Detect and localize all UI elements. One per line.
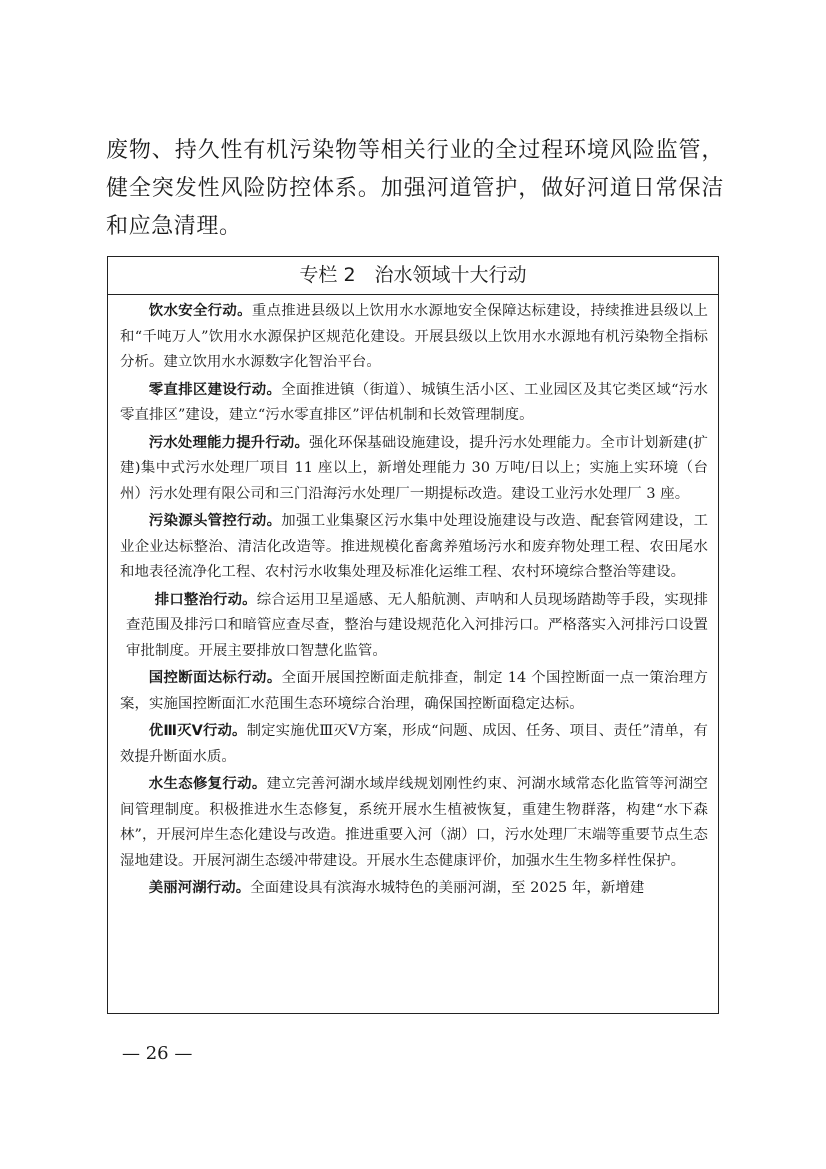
action-lead: 零直排区建设行动。 [148,381,282,398]
action-item [120,666,708,717]
action-lead: 饮水安全行动。 [148,303,252,319]
action-lead: 优Ⅲ灭Ⅴ行动。 [148,723,247,739]
action-item [120,588,708,665]
action-item [120,378,708,429]
action-text: 制定实施优Ⅲ灭Ⅴ方案，形成“问题、成因、任务、项目、责任”清单，有效提升断面水质。 [120,723,708,765]
action-lead: 排口整治行动。 [154,591,257,608]
action-item [120,509,708,586]
action-lead: 国控断面达标行动。 [148,670,282,686]
intro-paragraph: 废物、持久性有机污染物等相关行业的全过程环境风险监管，健全突发性风险防控体系。加强河道管护，做好河道日常保洁和应急清理。 [106,138,724,239]
action-text: 综合运用卫星遥感、无人船航测、声呐和人员现场踏勘等手段，实现排查范围及排污口和暗管应查尽查，整治与建设规范化入河排污口。严格落实入河排污口设置审批制度。开展主要排放口智慧化监管。 [126,591,708,659]
action-text: 重点推进县级以上饮用水水源地安全保障达标建设，持续推进县级以上和“千吨万人”饮用水水源保护区规范化建设。开展县级以上饮用水水源地有机污染物全指标分析。建立饮用水水源数字化智治平台。 [120,303,709,370]
action-text: 全面开展国控断面走航排查，制定 14 个国控断面一点一策治理方案，实施国控断面汇水范围生态环境综合治理，确保国控断面稳定达标。 [120,670,709,712]
action-item [120,772,708,874]
page-number: — 26 — [122,1043,193,1064]
action-item [120,876,708,902]
action-item [120,719,708,770]
box-title: 专栏 2 治水领域十大行动 [108,257,718,295]
action-lead: 水生态修复行动。 [148,776,267,792]
action-lead: 污染源头管控行动。 [148,513,282,529]
action-text: 全面推进镇（街道）、城镇生活小区、工业园区及其它类区域“污水零直排区”建设，建立“污水零直排区”评估机制和长效管理制度。 [120,381,708,423]
action-item [120,431,708,508]
feature-box [107,256,719,1014]
action-text: 建立完善河湖水域岸线规划刚性约束、河湖水域常态化监管等河湖空间管理制度。积极推进水生态修复，系统开展水生植被恢复，重建生物群落，构建“水下森林”，开展河岸生态化建设与改造。推进重要入河（湖）口，污水处理厂末端等重要节点生态湿地建设。开展河湖生态缓冲带建设。开展水生态健康评价，加强水生生物多样性保护。 [120,776,708,869]
action-lead: 污水处理能力提升行动。 [148,434,310,451]
action-lead: 美丽河湖行动。 [148,880,251,896]
action-text: 加强工业集聚区污水集中处理设施建设与改造、配套管网建设，工业企业达标整治、清洁化改造等。推进规模化畜禽养殖场污水和废弃物处理工程、农田尾水和地表径流净化工程、农村污水收集处理及标准化运维工程、农村环境综合整治等建设。 [120,513,708,580]
action-item [120,299,708,376]
box-body [108,295,718,902]
action-text: 强化环保基础设施建设，提升污水处理能力。全市计划新建(扩建)集中式污水处理厂项目 11 座以上，新增处理能力 30 万吨/日以上；实施上实环境（台州）污水处理有限公司和三门沿海污水处理厂一期提标改造。建设工业污水处理厂 3 座。 [120,434,708,502]
action-text: 全面建设具有滨海水城特色的美丽河湖，至 2025 年，新增建 [250,880,645,896]
